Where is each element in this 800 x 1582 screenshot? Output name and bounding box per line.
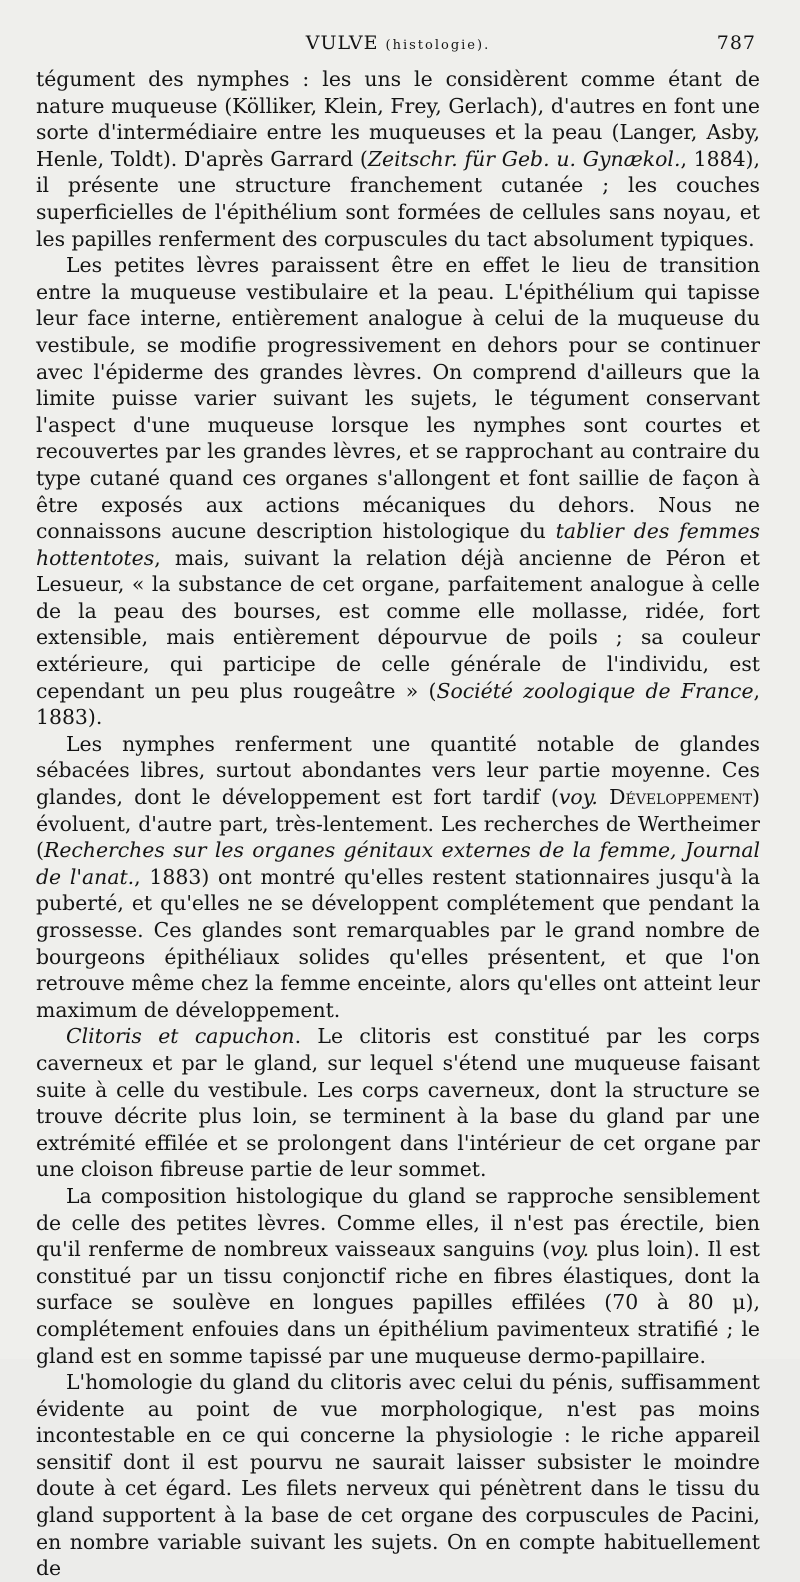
running-title-subtitle: (histologie). — [385, 38, 491, 53]
running-header — [36, 26, 760, 66]
italic-text: voy. — [558, 785, 598, 810]
italic-text: Zeitschr. für Geb. u. Gynækol. — [367, 146, 681, 171]
paragraph — [36, 1369, 760, 1582]
running-title — [36, 32, 760, 54]
running-title-main: VULVE — [305, 32, 379, 54]
small-caps-text: Développement — [609, 785, 753, 810]
text-run: ) évoluent, d'autre part, très-lentement. Les recherches de Wertheimer ( — [36, 785, 760, 863]
body-text — [36, 66, 760, 1582]
italic-text: Société zoologique de France — [436, 678, 754, 703]
paragraph — [36, 731, 760, 1024]
text-run: plus loin). Il est constitué par un tissu conjonctif riche en fibres élastiques, dont la surface se soulève en longues papilles effilées (70 à 80 μ), complétement enfouies dans un épithélium pavimenteux stratifié ; le gland est en somme tapissé par une muqueuse dermo-papillaire. — [36, 1237, 760, 1368]
page-number: 787 — [716, 32, 756, 54]
text-run: Les nymphes renferment une quantité notable de glandes sébacées libres, surtout abondantes vers leur partie moyenne. Ces glandes, dont le développement est fort tardif ( — [36, 731, 760, 810]
text-run: , mais, suivant la relation déjà ancienne de Péron et Lesueur, « la substance de cet organe, parfaitement analogue à celle de la peau des bourses, est comme elle mollasse, ridée, fort extensible, mais entièrement dépourvue de poils ; sa couleur extérieure, qui participe de celle générale de l'individu, est cependant un peu plus rougeâtre » ( — [36, 545, 760, 703]
text-run: L'homologie du gland du clitoris avec celui du pénis, suffisamment évidente au point de vue morphologique, n'est pas moins incontestable en ce qui concerne la physiologie : le riche appareil sensitif dont il est pourvu ne saurait laisser subsister le moindre doute à cet égard. Les filets nerveux qui pénètrent dans le tissu du gland supportent à la base de cet organe des corpuscules de Pacini, en nombre variable suivant les sujets. On en compte habituellement de — [36, 1370, 760, 1581]
italic-text: Recherches sur les organes génitaux externes de la femme, Journal de l'anat. — [36, 838, 760, 889]
paragraph — [36, 66, 760, 252]
italic-text: tablier des femmes hottentotes — [36, 519, 760, 570]
text-run: , 1883). — [36, 678, 760, 730]
paragraph — [36, 1023, 760, 1183]
text-run: Les petites lèvres paraissent être en effet le lieu de transition entre la muqueuse vestibulaire et la peau. L'épithélium qui tapisse leur face interne, entièrement analogue à celui de la muqueuse du vestibule, se modifie progressivement en dehors pour se continuer avec l'épiderme des grandes lèvres. On comprend d'ailleurs que la limite puisse varier suivant les sujets, le tégument conservant l'aspect d'une muqueuse lorsque les nymphes sont courtes et recouvertes par les grandes lèvres, et se rapprochant au contraire du type cutané quand ces organes s'allongent et font saillie de façon à être exposés aux actions mécaniques du dehors. Nous ne connaissons aucune description histologique du — [36, 253, 760, 544]
text-run: , 1883) ont montré qu'elles restent stationnaires jusqu'à la puberté, et qu'elles ne se développent complétement que pendant la grossesse. Ces glandes sont remarquables par le grand nombre de bourgeons épithéliaux solides qu'elles présentent, et que l'on retrouve même chez la femme enceinte, alors qu'elles ont atteint leur maximum de développement. — [36, 864, 760, 1022]
text-run: tégument des nymphes : les uns le considèrent comme étant de nature muqueuse (Kölliker, Klein, Frey, Gerlach), d'autres en font une sorte d'intermédiaire entre les muqueuses et la peau (Langer, Asby, Henle, Toldt). D'après Garrard ( — [36, 67, 760, 171]
text-run: La composition histologique du gland se rapproche sensiblement de celle des petites lèvres. Comme elles, il n'est pas érectile, bien qu'il renferme de nombreux vaisseaux sanguins ( — [36, 1183, 760, 1262]
italic-text: voy. — [550, 1237, 590, 1262]
text-run: . Le clitoris est constitué par les corps caverneux et par le gland, sur lequel s'étend une muqueuse faisant suite à celle du vestibule. Les corps caverneux, dont la structure se trouve décrite plus loin, se terminent à la base du gland par une extrémité effilée et se prolongent dans l'intérieur de cet organe par une cloison fibreuse partie de leur sommet. — [36, 1024, 760, 1182]
paragraph — [36, 252, 760, 731]
text-run: , 1884), il présente une structure franchement cutanée ; les couches superficielles de l'épithélium sont formées de cellules sans noyau, et les papilles renferment des corpuscules du tact absolument typiques. — [36, 146, 760, 251]
italic-text: Clitoris et capuchon — [66, 1024, 295, 1049]
text-run — [598, 785, 609, 809]
paragraph — [36, 1183, 760, 1369]
